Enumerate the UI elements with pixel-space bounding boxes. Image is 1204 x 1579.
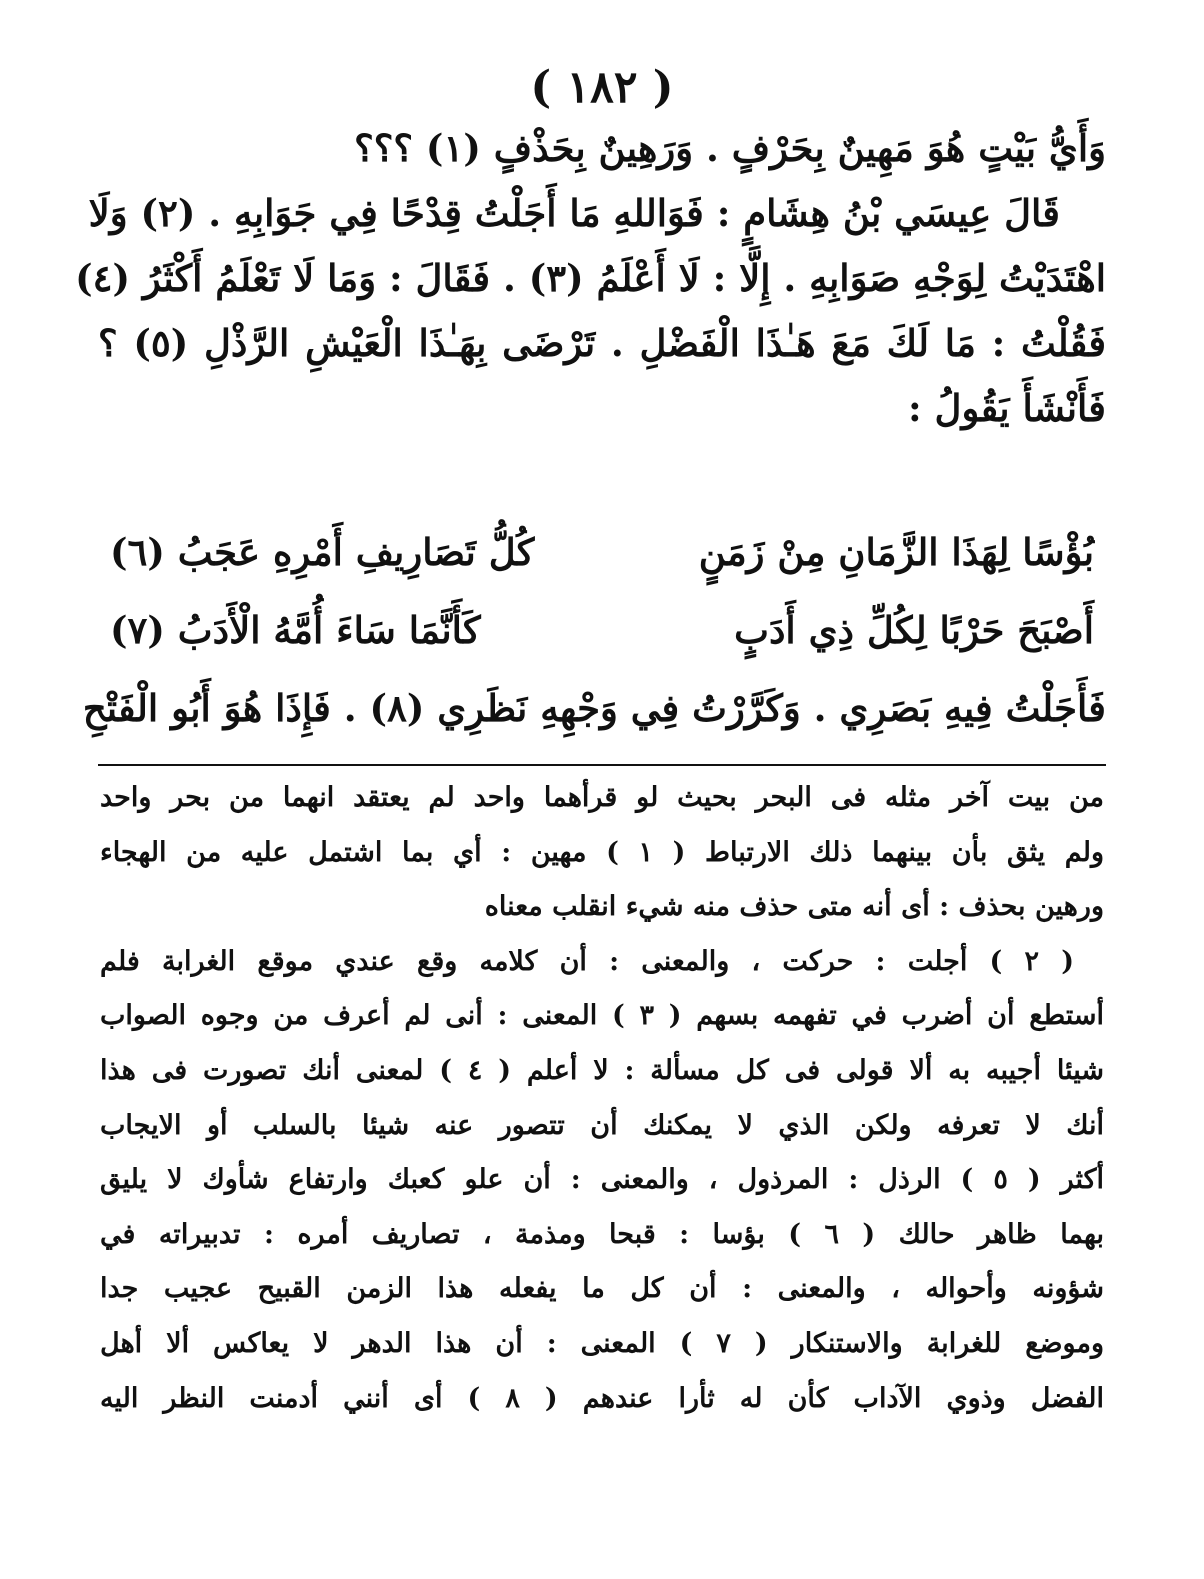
footnote-line: الفضل وذوي الآداب كأن له ثأرا عندهم ( ٨ ) أى أنني أدمنت النظر اليه — [100, 1382, 1104, 1414]
verse — [110, 530, 1094, 594]
page-number: ( ١٨٢ ) — [530, 62, 674, 113]
main-line: فَأَنْشَأَ يَقُولُ : — [908, 386, 1106, 430]
footnote-line: ( ٢ ) أجلت : حركت ، والمعنى : أن كلامه وقع عندي موقع الغرابة فلم — [100, 945, 1074, 977]
footnote-line: من بيت آخر مثله فى البحر بحيث لو قرأهما واحد لم يعتقد انهما من بحر واحد — [100, 782, 1104, 813]
main-line: فَأَجَلْتُ فِيهِ بَصَرِي . وَكَرَّرْتُ فِي وَجْهِهِ نَظَرِي (٨) . فَإِذَا هُوَ أَبُو الْفَتْحِ — [82, 686, 1106, 730]
footnote-line: بهما ظاهر حالك ( ٦ ) بؤسا : قبحا ومذمة ، تصاريف أمره : تدبيراته في — [100, 1218, 1104, 1250]
footnote-divider — [98, 764, 1106, 766]
footnote-line: ولم يثق بأن بينهما ذلك الارتباط ( ١ ) مهين : أي بما اشتمل عليه من الهجاء — [100, 836, 1105, 868]
footnote-line: شؤونه وأحواله ، والمعنى : أن كل ما يفعله هذا الزمن القبيح عجيب جدا — [100, 1273, 1104, 1305]
footnote-line: وموضع للغرابة والاستنكار ( ٧ ) المعنى : أن هذا الدهر لا يعاكس ألا أهل — [100, 1327, 1105, 1359]
footnote-line: أستطع أن أضرب في تفهمه بسهم ( ٣ ) المعنى : أنى لم أعرف من وجوه الصواب — [100, 1000, 1104, 1032]
verse — [110, 608, 1094, 672]
verse-second-hemistich: كُلُّ تَصَارِيفِ أَمْرِهِ عَجَبُ (٦) — [110, 530, 535, 574]
footnote-line: ورهين بحذف : أى أنه متى حذف منه شيء انقلب معناه — [484, 891, 1104, 923]
main-line: فَقُلْتُ : مَا لَكَ مَعَ هَـٰذَا الْفَضْلِ . تَرْضَى بِهَـٰذَا الْعَيْشِ الرَّذْلِ (٥) ؟ — [98, 321, 1107, 365]
verse-second-hemistich: كَأَنَّمَا سَاءَ أُمَّهُ الْأَدَبُ (٧) — [110, 608, 481, 652]
footnote-line: أكثر ( ٥ ) الرذل : المرذول ، والمعنى : أن علو كعبك وارتفاع شأوك لا يليق — [100, 1164, 1104, 1196]
main-text — [75, 126, 1107, 455]
footnote-line: أنك لا تعرفه ولكن الذي لا يمكنك أن تتصور عنه شيئا بالسلب أو الايجاب — [100, 1109, 1104, 1141]
footnotes — [100, 784, 1104, 1439]
main-line: اهْتَدَيْتُ لِوَجْهِ صَوَابِهِ . إِلَّا : لَا أَعْلَمُ (٣) . فَقَالَ : وَمَا لَا تَعْلَمُ أَكْثَرُ (٤) — [75, 256, 1106, 300]
poem-verses — [110, 530, 1094, 686]
main-line: وَأَيُّ بَيْتٍ هُوَ مَهِينٌ بِحَرْفٍ . وَرَهِينٌ بِحَذْفٍ (١) ؟؟؟ — [354, 126, 1106, 170]
main-text-continued — [82, 686, 1106, 755]
verse-first-hemistich: بُؤْسًا لِهَذَا الزَّمَانِ مِنْ زَمَنٍ — [698, 530, 1094, 574]
main-line: قَالَ عِيسَي بْنُ هِشَامٍ : فَوَاللهِ مَا أَجَلْتُ قِدْحًا فِي جَوَابِهِ . (٢) وَلَا — [88, 191, 1060, 235]
footnote-line: شيئا أجيبه به ألا قولى فى كل مسألة : لا أعلم ( ٤ ) لمعنى أنك تصورت فى هذا — [100, 1054, 1104, 1086]
verse-first-hemistich: أَصْبَحَ حَرْبًا لِكُلِّ ذِي أَدَبٍ — [734, 608, 1094, 652]
